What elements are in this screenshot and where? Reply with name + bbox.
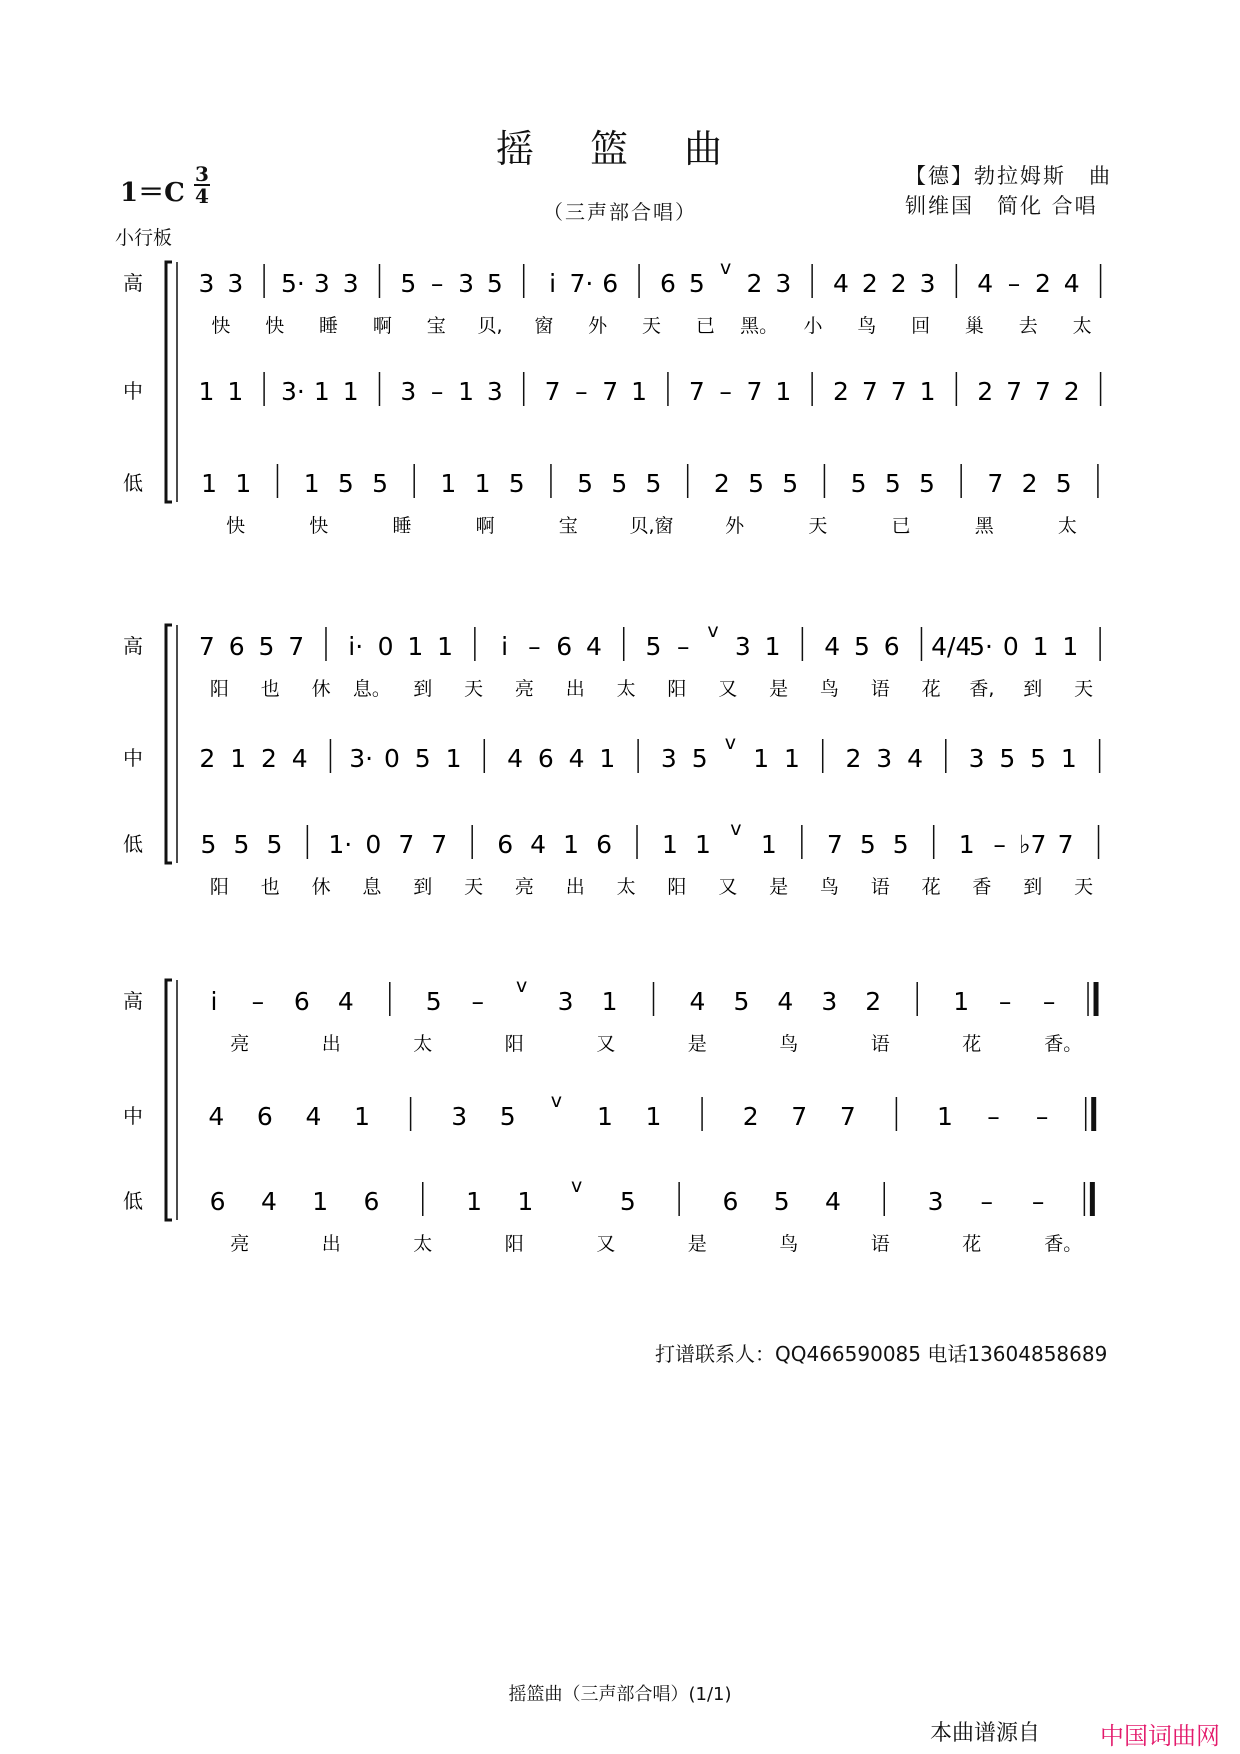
note: 6	[363, 1187, 380, 1216]
note: 6	[537, 744, 554, 773]
time-sig-top: 3	[195, 162, 209, 186]
note: 3	[313, 269, 330, 298]
lyric-syllable: 快	[226, 515, 246, 537]
note: –	[251, 987, 265, 1016]
note: 5	[645, 469, 662, 498]
note: 4	[977, 269, 994, 298]
note: 3·	[281, 377, 305, 406]
lyric-syllable: 息。	[352, 678, 391, 700]
lyric-syllable: 阳	[504, 1233, 524, 1255]
note: 5	[200, 830, 217, 859]
lyric-syllable: 天	[464, 678, 484, 700]
composer: 【德】勃拉姆斯 曲	[905, 164, 1112, 188]
lyric-syllable: 也	[260, 678, 280, 700]
note: 5	[850, 469, 867, 498]
note: 7	[398, 830, 415, 859]
note: 7	[198, 632, 215, 661]
breath-mark: v	[719, 257, 732, 279]
note: 1	[230, 744, 247, 773]
lyric-syllable: 贝,	[477, 315, 503, 337]
note: 1	[753, 744, 770, 773]
note: 5	[773, 1187, 790, 1216]
note: i	[549, 269, 557, 298]
note: 3	[660, 744, 677, 773]
note: 7	[431, 830, 448, 859]
time-sig-bottom: 4	[195, 184, 209, 208]
note: 4	[777, 987, 794, 1016]
voice-label: 高	[123, 634, 143, 658]
note: 2	[833, 377, 849, 406]
note: 3	[451, 1102, 468, 1131]
note: 3	[458, 269, 474, 298]
note: 5	[577, 469, 594, 498]
note: 3	[486, 377, 503, 406]
system-bracket	[166, 980, 172, 1220]
note: 3	[876, 744, 893, 773]
note: 2	[1034, 269, 1051, 298]
lyric-syllable: 已	[891, 515, 911, 537]
note: 3	[198, 269, 215, 298]
note: 1	[303, 469, 320, 498]
lyric-syllable: 太	[1057, 515, 1077, 537]
note: 2	[713, 469, 730, 498]
note: 1	[1062, 632, 1079, 661]
lyric-syllable: 贝,窗	[629, 515, 674, 537]
lyric-syllable: 阳	[667, 678, 687, 700]
lyric-syllable: 啊	[475, 515, 495, 537]
note: 3	[227, 269, 244, 298]
lyric-syllable: 香,	[969, 678, 995, 700]
note: 4	[907, 744, 923, 773]
note: 5	[782, 469, 799, 498]
system-bracket	[166, 625, 172, 863]
breath-mark: v	[550, 1090, 562, 1112]
note: 7	[987, 469, 1004, 498]
note: 1	[937, 1102, 953, 1131]
note: 6	[556, 632, 573, 661]
note: 5	[892, 830, 909, 859]
note: 1	[631, 377, 648, 406]
note: 1	[694, 830, 711, 859]
note: 5	[853, 632, 870, 661]
lyric-syllable: 花	[921, 876, 941, 898]
note: 1	[919, 377, 936, 406]
voice-label: 高	[123, 271, 143, 295]
note: 5	[859, 830, 876, 859]
note: 2	[865, 987, 882, 1016]
note: 6	[602, 269, 619, 298]
lyric-syllable: 已	[695, 315, 715, 337]
note: 5	[611, 469, 628, 498]
lyric-syllable: 啊	[372, 315, 392, 337]
note: 4/4	[931, 632, 972, 661]
note: 6	[256, 1102, 273, 1131]
note: 1	[440, 469, 457, 498]
note: 5	[1055, 469, 1072, 498]
breath-mark: v	[724, 732, 737, 754]
note: –	[575, 377, 588, 406]
note: 1	[601, 987, 618, 1016]
breath-mark: v	[570, 1175, 583, 1197]
note: 5·	[969, 632, 993, 661]
note: 4	[337, 987, 354, 1016]
note: 1	[198, 377, 215, 406]
note: 3	[968, 744, 985, 773]
lyric-syllable: 又	[596, 1233, 616, 1255]
note: 7	[826, 830, 843, 859]
note: 1	[760, 830, 777, 859]
lyric-syllable: 是	[769, 678, 789, 700]
voice-label: 高	[123, 989, 143, 1013]
note: 1	[953, 987, 970, 1016]
lyric-syllable: 休	[311, 678, 331, 700]
note: 7·	[569, 269, 594, 298]
note: 1	[645, 1102, 662, 1131]
note: 5	[645, 632, 662, 661]
note: 2	[977, 377, 994, 406]
system-bracket	[166, 262, 172, 502]
lyric-syllable: 是	[769, 876, 789, 898]
note: 2	[890, 269, 907, 298]
note: 5	[266, 830, 283, 859]
note: 3	[821, 987, 838, 1016]
note: 4	[305, 1102, 322, 1131]
lyric-syllable: 又	[718, 678, 738, 700]
note: 3	[342, 269, 359, 298]
note: –	[987, 1102, 1000, 1131]
note: 3	[557, 987, 574, 1016]
lyric-syllable: 宝	[558, 515, 578, 537]
lyric-syllable: 到	[1023, 876, 1043, 898]
note: 6	[659, 269, 676, 298]
lyric-syllable: 到	[413, 876, 433, 898]
note: 5	[258, 632, 275, 661]
note: 7	[288, 632, 305, 661]
note: 3	[927, 1187, 944, 1216]
note: 5	[400, 269, 417, 298]
note: 5	[486, 269, 503, 298]
note: 1	[563, 830, 580, 859]
lyric-syllable: 花	[962, 1233, 982, 1255]
note: 3	[734, 632, 751, 661]
note: 1	[775, 377, 792, 406]
note: 1	[474, 469, 491, 498]
note: 6	[596, 830, 613, 859]
note: 7	[861, 377, 878, 406]
note: –	[1031, 1187, 1045, 1216]
note: 2	[746, 269, 763, 298]
note: 5	[733, 987, 750, 1016]
lyric-syllable: 阳	[209, 876, 229, 898]
lyric-syllable: 出	[321, 1233, 341, 1255]
lyric-syllable: 回	[911, 315, 931, 337]
breath-mark: v	[707, 620, 719, 642]
note: 1	[466, 1187, 482, 1216]
lyric-syllable: 息	[362, 876, 382, 898]
lyric-syllable: 快	[265, 315, 285, 337]
lyric-syllable: 是	[687, 1033, 707, 1055]
lyric-syllable: 太	[616, 678, 636, 700]
lyric-syllable: 阳	[504, 1033, 524, 1055]
note: 1	[437, 632, 454, 661]
note: 6	[722, 1187, 739, 1216]
source-label: 本曲谱源自	[930, 1721, 1041, 1746]
note: 7	[1006, 377, 1022, 406]
note: 5	[748, 469, 765, 498]
note: –	[980, 1187, 994, 1216]
note: 5	[337, 469, 354, 498]
note: i	[210, 987, 218, 1016]
note: 1	[599, 744, 616, 773]
note: 7	[791, 1102, 808, 1131]
lyric-syllable: 鸟	[779, 1233, 799, 1255]
lyric-syllable: 语	[870, 678, 890, 700]
page-footer: 摇篮曲（三声部合唱）(1/1)	[508, 1684, 732, 1705]
note: ♭7	[1018, 830, 1047, 859]
note: 0	[384, 744, 400, 773]
note: 4	[1063, 269, 1080, 298]
note: 2	[260, 744, 277, 773]
lyric-syllable: 天	[641, 315, 662, 337]
lyric-syllable: 鸟	[819, 678, 839, 700]
note: 4	[585, 632, 602, 661]
note: 4	[530, 830, 547, 859]
lyric-syllable: 黑。	[740, 315, 779, 337]
note: 2	[845, 744, 862, 773]
note: 1	[342, 377, 359, 406]
key-signature: 1＝C	[120, 178, 185, 208]
note: 5	[919, 469, 935, 498]
note: 1·	[328, 830, 353, 859]
lyric-syllable: 外	[725, 515, 745, 537]
note: 7	[1034, 377, 1051, 406]
note: 4	[208, 1102, 225, 1131]
lyric-syllable: 天	[808, 515, 828, 537]
note: 2	[861, 269, 878, 298]
note: 5	[884, 469, 901, 498]
note: 1	[313, 377, 330, 406]
lyric-syllable: 语	[870, 876, 890, 898]
note: i	[501, 632, 509, 661]
breath-mark: v	[516, 975, 528, 997]
note: i·	[348, 632, 364, 661]
contact-info: 打谱联系人：QQ466590085 电话13604858689	[655, 1342, 1108, 1366]
note: 1	[596, 1102, 613, 1131]
note: 6	[209, 1187, 226, 1216]
lyric-syllable: 语	[870, 1033, 890, 1055]
arranger: 钏维国 简化 合唱	[905, 194, 1098, 218]
note: 1	[458, 377, 474, 406]
note: 5	[508, 469, 525, 498]
note: –	[471, 987, 484, 1016]
note: –	[719, 377, 732, 406]
note: 1	[227, 377, 244, 406]
lyric-syllable: 天	[1074, 678, 1094, 700]
note: 4	[833, 269, 849, 298]
note: –	[1042, 987, 1056, 1016]
subtitle: （三声部合唱）	[543, 200, 697, 224]
lyric-syllable: 阳	[209, 678, 229, 700]
lyric-syllable: 到	[1023, 678, 1043, 700]
note: 5	[414, 744, 431, 773]
note: 1	[783, 744, 800, 773]
note: –	[677, 632, 690, 661]
note: 3	[775, 269, 792, 298]
note: 5	[425, 987, 442, 1016]
note: 4	[507, 744, 524, 773]
note: 1	[445, 744, 462, 773]
note: 1	[662, 830, 678, 859]
note: 1	[201, 469, 218, 498]
voice-label: 低	[123, 471, 143, 495]
lyric-syllable: 快	[309, 515, 329, 537]
lyric-syllable: 香。	[1044, 1233, 1083, 1255]
page-title: 摇 篮 曲	[495, 127, 745, 171]
lyric-syllable: 是	[687, 1233, 707, 1255]
note: 3	[400, 377, 417, 406]
note: 2	[1063, 377, 1080, 406]
note: 6	[293, 987, 310, 1016]
lyric-syllable: 亮	[230, 1033, 250, 1055]
lyric-syllable: 天	[1074, 876, 1094, 898]
lyric-syllable: 亮	[514, 876, 534, 898]
note: 0	[1002, 632, 1019, 661]
note: 6	[228, 632, 245, 661]
note: 5·	[281, 269, 305, 298]
lyric-syllable: 亮	[514, 678, 534, 700]
note: 5	[499, 1102, 516, 1131]
note: 5	[619, 1187, 636, 1216]
note: –	[528, 632, 541, 661]
note: 0	[377, 632, 394, 661]
note: 2	[742, 1102, 759, 1131]
note: 4	[824, 632, 841, 661]
note: 7	[602, 377, 619, 406]
note: 1	[235, 469, 252, 498]
lyric-syllable: 又	[596, 1033, 616, 1055]
lyric-syllable: 亮	[230, 1233, 250, 1255]
lyric-syllable: 宝	[426, 315, 446, 337]
note: 5	[999, 744, 1016, 773]
note: 7	[688, 377, 705, 406]
lyric-syllable: 香	[972, 876, 992, 898]
lyric-syllable: 语	[870, 1233, 890, 1255]
note: 4	[291, 744, 308, 773]
note: 1	[407, 632, 424, 661]
lyric-syllable: 香。	[1044, 1033, 1083, 1055]
note: 1	[354, 1102, 370, 1131]
lyric-syllable: 鸟	[779, 1033, 799, 1055]
note: 5	[688, 269, 705, 298]
lyric-syllable: 窗	[534, 315, 554, 337]
note: –	[1035, 1102, 1049, 1131]
lyric-syllable: 出	[565, 876, 585, 898]
note: 5	[691, 744, 708, 773]
note: 1	[958, 830, 975, 859]
lyric-syllable: 太	[413, 1233, 433, 1255]
note: 1	[764, 632, 781, 661]
lyric-syllable: 花	[962, 1033, 982, 1055]
site-logo[interactable]: 中国词曲网	[1100, 1722, 1220, 1750]
note: 7	[890, 377, 907, 406]
lyric-syllable: 也	[260, 876, 280, 898]
note: 1	[1032, 632, 1049, 661]
note: 4	[260, 1187, 277, 1216]
voice-label: 低	[123, 1189, 143, 1213]
lyric-syllable: 花	[921, 678, 941, 700]
lyric-syllable: 鸟	[819, 876, 839, 898]
lyric-syllable: 去	[1018, 315, 1038, 337]
note: 7	[746, 377, 763, 406]
note: 3	[919, 269, 936, 298]
note: 1	[517, 1187, 534, 1216]
note: 5	[1030, 744, 1047, 773]
note: –	[430, 269, 444, 298]
tempo-marking: 小行板	[115, 227, 173, 249]
voice-label: 低	[123, 832, 143, 856]
lyric-syllable: 出	[565, 678, 585, 700]
note: –	[430, 377, 444, 406]
note: 0	[365, 830, 382, 859]
lyric-syllable: 阳	[667, 876, 687, 898]
lyric-syllable: 鸟	[857, 315, 877, 337]
note: 7	[544, 377, 561, 406]
note: 5	[372, 469, 388, 498]
lyric-syllable: 小	[803, 315, 823, 337]
voice-label: 中	[123, 379, 143, 403]
lyric-syllable: 外	[588, 315, 608, 337]
lyric-syllable: 太	[616, 876, 636, 898]
note: 2	[1021, 469, 1038, 498]
note: –	[993, 830, 1006, 859]
lyric-syllable: 到	[413, 678, 433, 700]
breath-mark: v	[730, 818, 742, 840]
lyric-syllable: 出	[321, 1033, 341, 1055]
note: 6	[883, 632, 900, 661]
voice-label: 中	[123, 746, 143, 770]
note: 2	[199, 744, 216, 773]
note: 4	[689, 987, 706, 1016]
note: 4	[568, 744, 585, 773]
note: 5	[233, 830, 250, 859]
note: 6	[497, 830, 514, 859]
lyric-syllable: 快	[211, 315, 231, 337]
lyric-syllable: 天	[464, 876, 484, 898]
note: 3·	[349, 744, 374, 773]
lyric-syllable: 巢	[964, 315, 984, 337]
lyric-syllable: 又	[718, 876, 738, 898]
note: –	[1007, 269, 1021, 298]
lyric-syllable: 太	[413, 1033, 433, 1055]
note: 7	[1057, 830, 1074, 859]
note: 1	[312, 1187, 329, 1216]
lyric-syllable: 太	[1072, 315, 1092, 337]
lyric-syllable: 睡	[319, 315, 339, 337]
note: 1	[1060, 744, 1077, 773]
note: 4	[825, 1187, 841, 1216]
note: –	[998, 987, 1012, 1016]
note: 7	[839, 1102, 856, 1131]
lyric-syllable: 睡	[392, 515, 412, 537]
lyric-syllable: 休	[311, 876, 331, 898]
lyric-syllable: 黑	[974, 515, 994, 537]
voice-label: 中	[123, 1104, 143, 1128]
